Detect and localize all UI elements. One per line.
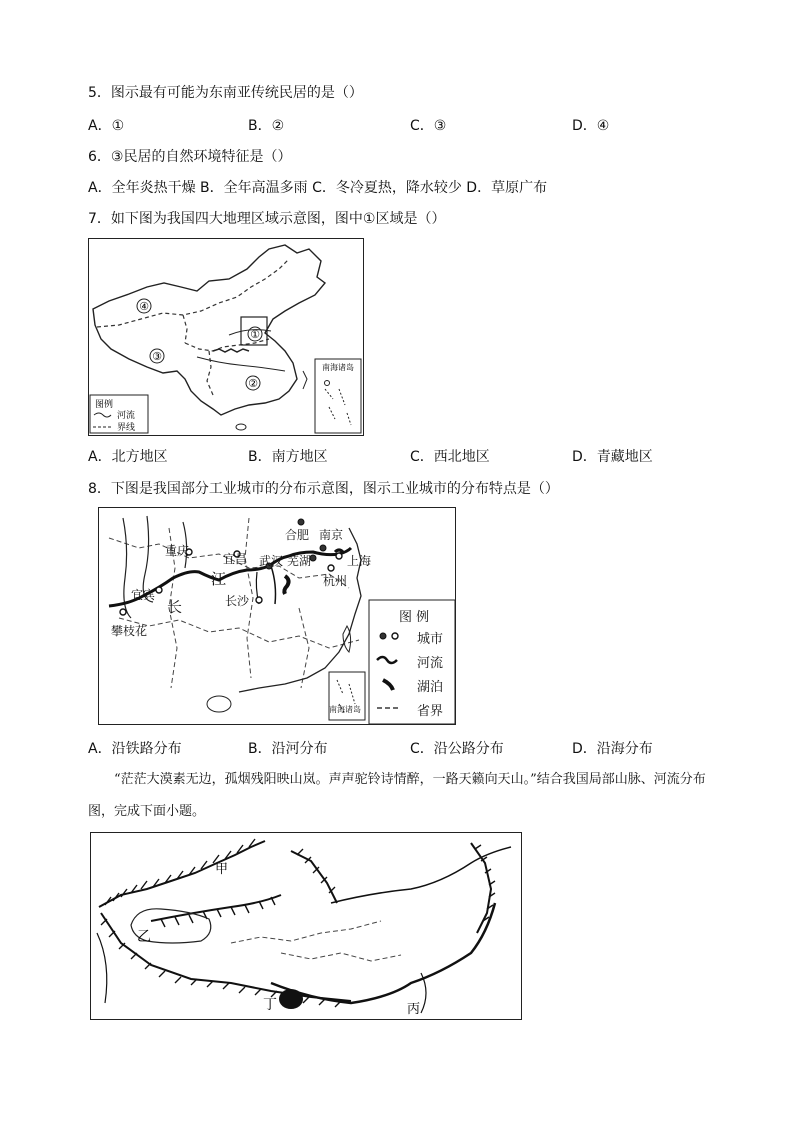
river-char-chang: 长 [167,598,183,616]
region-label-1: ① [250,328,260,341]
city-label-wuhu: 芜湖 [287,554,312,568]
q8-inset-title: 南海诸岛 [329,705,361,714]
q7-option-c: C．西北地区 [410,449,490,465]
q8-option-a: A．沿铁路分布 [88,741,182,757]
city-label-hefei: 合肥 [285,528,310,542]
city-label-yichang: 宜昌 [223,552,248,566]
passage-text: “茫茫大漠素无边，孤烟残阳映山岚。声声驼铃诗情醉，一路天籁向天山。”结合我国局部山脉、河流分布图，完成下面小题。 [88,772,706,819]
city-label-hangzhou: 杭州 [323,574,348,588]
q5-option-b: B．② [248,118,285,134]
q7-legend-title: 图例 [95,400,114,410]
city-label-panzhihua: 攀枝花 [111,624,148,638]
q8-legend-city: 城市 [417,632,444,647]
q5-option-c: C．③ [410,118,447,134]
china-regions-map [88,238,364,436]
q7-legend-river: 河流 [117,411,136,421]
q7-option-b: B．南方地区 [248,449,328,465]
city-label-shanghai: 上海 [347,554,372,568]
q8-legend-title: 图 例 [399,610,430,625]
city-label-nanjing: 南京 [319,528,344,542]
region-label-3: ③ [152,350,162,363]
city-label-wuhan: 武汉 [259,554,284,568]
map3-label-ding: 丁 [263,997,277,1013]
city-label-yibin: 宜宾 [131,588,156,602]
q5-stem: 5．图示最有可能为东南亚传统民居的是（） [88,85,363,101]
q7-option-d: D．青藏地区 [572,449,653,465]
industrial-cities-map [98,507,456,725]
q5-option-a: A．① [88,118,125,134]
q7-stem: 7．如下图为我国四大地理区域示意图，图中①区域是（） [88,211,446,227]
mountains-rivers-map-drawing [91,833,521,1019]
map3-label-jia: 甲 [215,862,229,877]
q8-legend-border: 省界 [417,704,444,719]
q6-stem: 6．③民居的自然环境特征是（） [88,149,292,165]
q8-option-c: C．沿公路分布 [410,741,504,757]
city-label-chongqing: 重庆 [165,544,190,558]
q7-inset-title: 南海诸岛 [322,363,354,372]
q5-option-d: D．④ [572,118,610,134]
q8-stem: 8．下图是我国部分工业城市的分布示意图，图示工业城市的分布特点是（） [88,481,559,497]
map3-label-yi: 乙 [137,929,151,945]
q6-options: A．全年炎热干燥 B．全年高温多雨 C．冬冷夏热，降水较少 D．草原广布 [88,180,548,196]
region-label-2: ② [248,377,258,390]
river-char-jiang: 江 [211,570,227,588]
mountains-rivers-map [90,832,522,1020]
q8-legend-lake: 湖泊 [417,680,444,695]
region-label-4: ④ [139,300,149,313]
city-label-changsha: 长沙 [225,594,250,608]
q8-legend-river: 河流 [417,656,444,671]
q7-legend-border: 界线 [117,423,136,433]
q7-option-a: A．北方地区 [88,449,168,465]
q8-option-d: D．沿海分布 [572,741,653,757]
china-regions-map-drawing [89,239,363,435]
q8-option-b: B．沿河分布 [248,741,328,757]
map3-label-bing: 丙 [407,1002,421,1017]
